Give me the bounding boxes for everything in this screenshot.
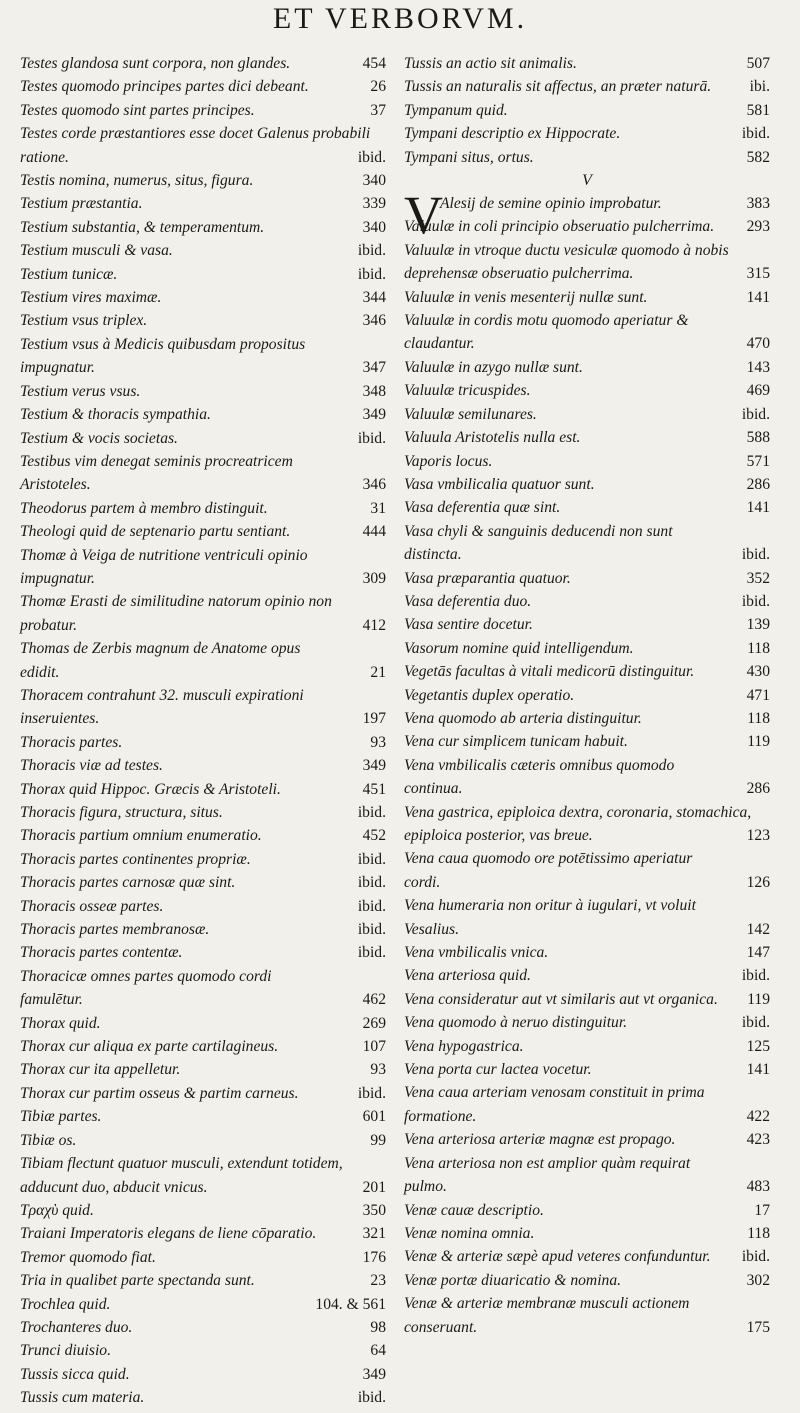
entry-text: Tremor quomodo fiat.: [20, 1248, 156, 1266]
drop-cap: V: [404, 185, 443, 246]
index-entry: [20, 1152, 386, 1199]
entry-page-ref: 346: [362, 312, 386, 330]
index-entry: [404, 286, 770, 309]
entry-text: Thoracis partium omnium enumeratio.: [20, 827, 262, 845]
entry-text: Valuula Aristotelis nulla est.: [404, 429, 581, 447]
index-entry: [20, 263, 386, 286]
entry-page-ref: 141: [746, 288, 770, 306]
entry-text: Theodorus partem à membro distinguit.: [20, 499, 268, 517]
entry-page-ref: 582: [746, 148, 770, 166]
entry-text: Thoracicæ omnes partes quomodo cordi famulētur.: [20, 967, 272, 1009]
entry-text: Tympani descriptio ex Hippocrate.: [404, 125, 621, 143]
entry-page-ref: 423: [746, 1131, 770, 1149]
entry-page-ref: 143: [746, 358, 770, 376]
entry-text: Venæ portæ diuaricatio & nomina.: [404, 1271, 622, 1289]
index-entry: [404, 1199, 770, 1222]
index-entry: [20, 1129, 386, 1152]
entry-text: Venæ nomina omnia.: [404, 1224, 535, 1242]
index-entry: [20, 1222, 386, 1245]
index-entry: [404, 75, 770, 98]
entry-text: Testis nomina, numerus, situs, figura.: [20, 172, 254, 190]
entry-page-ref: 123: [746, 827, 770, 844]
entry-text: Thoracis partes contentæ.: [20, 944, 183, 962]
index-entry: [404, 1081, 770, 1128]
entry-page-ref: 64: [370, 1342, 386, 1360]
index-entry: [20, 427, 386, 450]
entry-page-ref: 349: [362, 757, 386, 775]
entry-text: Vasa deferentia quæ sint.: [404, 499, 561, 517]
index-entry: [20, 286, 386, 309]
index-entry: [404, 520, 770, 567]
index-entry: [20, 52, 386, 75]
entry-page-ref: 422: [746, 1107, 770, 1125]
index-entry: [404, 450, 770, 473]
entry-text: Alesij de semine opinio improbatur.: [440, 195, 662, 213]
entry-page-ref: 119: [747, 733, 770, 751]
index-entry: [20, 544, 386, 591]
right-column: [404, 52, 770, 1339]
entry-page-ref: 346: [362, 476, 386, 494]
entry-page-ref: 340: [362, 218, 386, 236]
entry-text: Thomas de Zerbis magnum de Anatome opus edidit.: [20, 640, 301, 681]
index-entry: [404, 309, 770, 356]
index-entry: [20, 309, 386, 332]
index-entry: [20, 637, 386, 684]
index-entry: [404, 684, 770, 707]
entry-page-ref: 470: [746, 335, 770, 353]
index-entry: [404, 754, 770, 801]
entry-page-ref: 93: [370, 733, 386, 751]
entry-page-ref: 483: [746, 1178, 770, 1196]
entry-page-ref: 141: [746, 499, 770, 517]
index-entry: [20, 895, 386, 918]
index-entry: [404, 801, 770, 848]
left-column: [20, 52, 386, 1410]
entry-text: Trochanteres duo.: [20, 1318, 133, 1336]
entry-text: Tussis cum materia.: [20, 1389, 145, 1407]
entry-page-ref: 507: [746, 55, 770, 72]
entry-page-ref: 269: [362, 1014, 386, 1032]
index-entry: [20, 941, 386, 964]
entry-page-ref: 17: [754, 1201, 770, 1219]
entry-text: Thoracis osseæ partes.: [20, 897, 164, 915]
entry-text: Tussis sicca quid.: [20, 1365, 130, 1383]
entry-page-ref: 571: [746, 452, 770, 470]
entry-text: Testium musculi & vasa.: [20, 242, 173, 260]
index-entry: [20, 684, 386, 731]
index-entry: [404, 52, 770, 75]
entry-page-ref: 352: [746, 569, 770, 587]
entry-text: Vaporis locus.: [404, 452, 493, 470]
entry-text: Thorax cur partim osseus & partim carneus.: [20, 1084, 299, 1102]
index-entry: [404, 379, 770, 402]
entry-page-ref: 309: [362, 569, 386, 587]
index-entry: [20, 590, 386, 637]
index-entry: [20, 99, 386, 122]
index-entry: [404, 215, 770, 238]
index-entry: [404, 590, 770, 613]
index-entry: [404, 637, 770, 660]
entry-page-ref: ibid.: [357, 944, 386, 962]
entry-text: Τραχὺ quid.: [20, 1201, 94, 1219]
index-entry: [20, 1316, 386, 1339]
entry-page-ref: 454: [362, 55, 386, 72]
index-entry: [404, 1058, 770, 1081]
entry-text: Tibiæ partes.: [20, 1108, 102, 1126]
index-entry: [20, 216, 386, 239]
index-entry: [20, 403, 386, 426]
entry-page-ref: ibid.: [357, 804, 386, 821]
entry-text: Tympani situs, ortus.: [404, 148, 534, 166]
index-entry: [20, 1035, 386, 1058]
entry-page-ref: ibid.: [741, 1248, 770, 1266]
entry-text: Vena porta cur lactea vocetur.: [404, 1061, 592, 1079]
entry-text: Thoracis partes continentes propriæ.: [20, 850, 251, 868]
entry-page-ref: 321: [362, 1225, 386, 1243]
entry-text: Vena caua quomodo ore potētissimo aperiatur cordi.: [404, 850, 693, 891]
entry-page-ref: ibid.: [357, 1084, 386, 1102]
entry-page-ref: 451: [362, 780, 386, 798]
entry-text: Vena arteriosa non est amplior quàm requirat pulmo.: [404, 1154, 691, 1196]
index-entry: [20, 450, 386, 497]
entry-page-ref: 348: [362, 382, 386, 400]
entry-text: Trochlea quid.: [20, 1295, 111, 1313]
index-entry: [20, 497, 386, 520]
entry-page-ref: 293: [746, 218, 770, 236]
entry-page-ref: 601: [362, 1108, 386, 1126]
index-entry: [404, 403, 770, 426]
entry-text: Vena caua arteriam venosam constituit in prima formatione.: [404, 1084, 705, 1125]
index-entry: [20, 1105, 386, 1128]
entry-text: Thorax quid.: [20, 1014, 101, 1032]
entry-page-ref: ibid.: [741, 125, 770, 143]
entry-page-ref: 126: [746, 873, 770, 891]
index-entry: [404, 239, 770, 286]
entry-text: Thoracis partes membranosæ.: [20, 921, 210, 939]
entry-text: Valuulæ in vtroque ductu vesiculæ quomodo à nobis deprehensæ obseruatio pulcherrima.: [404, 241, 729, 283]
entry-text: Valuulæ in azygo nullæ sunt.: [404, 358, 583, 376]
entry-page-ref: ibid.: [357, 921, 386, 939]
index-entry: [20, 918, 386, 941]
entry-text: Thorax quid Hippoc. Græcis & Aristoteli.: [20, 780, 281, 798]
index-entry: [20, 169, 386, 192]
index-entry: [20, 239, 386, 262]
entry-page-ref: ibid.: [357, 429, 386, 447]
entry-text: Testes quomodo principes partes dici debeant.: [20, 78, 309, 96]
index-entry: [20, 1269, 386, 1292]
index-entry: [404, 567, 770, 590]
index-entry: [20, 333, 386, 380]
index-entry: [20, 965, 386, 1012]
index-entry: [20, 1012, 386, 1035]
entry-text: Vena cur simplicem tunicam habuit.: [404, 733, 628, 751]
entry-text: Valuulæ tricuspides.: [404, 382, 531, 400]
entry-text: Testium vires maximæ.: [20, 289, 162, 307]
entry-page-ref: 430: [746, 663, 770, 681]
entry-page-ref: 139: [746, 616, 770, 634]
entry-page-ref: 588: [746, 429, 770, 447]
index-entry: [20, 871, 386, 894]
entry-page-ref: 462: [362, 991, 386, 1009]
entry-text: Thoracem contrahunt 32. musculi expirationi inseruientes.: [20, 686, 304, 728]
entry-text: Testes corde præstantiores esse docet Galenus probabili ratione.: [20, 125, 371, 166]
entry-text: Vena hypogastrica.: [404, 1037, 524, 1055]
index-entry: [20, 1386, 386, 1409]
index-entry: [20, 1339, 386, 1362]
entry-text: Vasa sentire docetur.: [404, 616, 533, 634]
entry-page-ref: 119: [747, 990, 770, 1008]
entry-page-ref: 104. & 561: [315, 1295, 386, 1313]
entry-text: Vasorum nomine quid intelligendum.: [404, 639, 634, 657]
entry-text: Venæ cauæ descriptio.: [404, 1201, 544, 1219]
index-entry: [20, 1363, 386, 1386]
entry-text: Tussis an naturalis sit affectus, an præter naturā.: [404, 78, 712, 96]
index-entry: [20, 731, 386, 754]
entry-page-ref: ibid.: [741, 405, 770, 423]
index-entry: [20, 75, 386, 98]
entry-text: Vegetās facultas à vitali medicorū distinguitur.: [404, 663, 695, 681]
entry-page-ref: 286: [746, 475, 770, 493]
index-entry: [20, 122, 386, 169]
entry-page-ref: 93: [370, 1061, 386, 1079]
index-entry: [404, 1128, 770, 1151]
entry-text: Testium substantia, & temperamentum.: [20, 218, 265, 236]
entry-page-ref: 23: [370, 1272, 386, 1290]
entry-text: Tibiam flectunt quatuor musculi, extendunt totidem, adducunt duo, abducit vnicus.: [20, 1155, 343, 1196]
entry-page-ref: 344: [362, 289, 386, 307]
entry-page-ref: ibid.: [357, 265, 386, 283]
entry-text: Valuulæ in coli principio obseruatio pulcherrima.: [404, 218, 715, 236]
index-entry: [404, 496, 770, 519]
index-entry: [20, 520, 386, 543]
entry-page-ref: 26: [370, 78, 386, 96]
entry-page-ref: 302: [746, 1271, 770, 1289]
entry-text: Testium & thoracis sympathia.: [20, 406, 211, 424]
entry-page-ref: 176: [362, 1248, 386, 1266]
entry-text: Vegetantis duplex operatio.: [404, 686, 575, 704]
entry-text: Vena quomodo ab arteria distinguitur.: [404, 709, 642, 727]
section-heading-v: V: [582, 172, 592, 190]
entry-text: Vena quomodo à neruo distinguitur.: [404, 1014, 628, 1032]
index-entry: [404, 1245, 770, 1268]
entry-page-ref: ibid.: [357, 874, 386, 892]
entry-page-ref: 347: [362, 359, 386, 377]
entry-page-ref: 125: [746, 1037, 770, 1055]
entry-page-ref: 412: [362, 616, 386, 634]
index-entry: [404, 1222, 770, 1245]
index-entry: [404, 122, 770, 145]
index-entry: [404, 707, 770, 730]
entry-page-ref: 142: [746, 920, 770, 938]
entry-page-ref: 21: [370, 663, 386, 681]
entry-text: Venæ & arteriæ sæpè apud veteres confunduntur.: [404, 1248, 711, 1266]
entry-text: Trunci diuisio.: [20, 1342, 111, 1360]
entry-page-ref: 141: [746, 1061, 770, 1079]
index-entry: [404, 847, 770, 894]
index-entry: [404, 99, 770, 122]
index-entry: [20, 1293, 386, 1316]
index-entry: [404, 964, 770, 987]
index-entry: [404, 1292, 770, 1339]
entry-page-ref: 118: [747, 1224, 770, 1242]
entry-text: Vasa vmbilicalia quatuor sunt.: [404, 475, 595, 493]
entry-page-ref: ibid.: [357, 850, 386, 868]
entry-text: Traiani Imperatoris elegans de liene cōparatio.: [20, 1225, 317, 1243]
entry-text: Valuulæ in cordis motu quomodo aperiatur & claudantur.: [404, 312, 689, 353]
entry-text: Thomæ à Veiga de nutritione ventriculi opinio impugnatur.: [20, 546, 308, 587]
index-entry: [404, 730, 770, 753]
index-entry: [404, 1035, 770, 1058]
index-entry: [404, 1152, 770, 1199]
entry-page-ref: 118: [747, 709, 770, 727]
entry-page-ref: 197: [362, 710, 386, 728]
entry-page-ref: 471: [746, 686, 770, 704]
entry-page-ref: 350: [362, 1201, 386, 1219]
entry-page-ref: ibid.: [741, 592, 770, 610]
entry-text: Testes glandosa sunt corpora, non glandes.: [20, 55, 291, 72]
entry-text: Thoracis figura, structura, situs.: [20, 804, 223, 821]
entry-text: Vasa chyli & sanguinis deducendi non sunt distincta.: [404, 522, 673, 564]
index-entry: [404, 660, 770, 683]
index-entry: [404, 146, 770, 169]
entry-text: Testium verus vsus.: [20, 382, 141, 400]
entry-text: Thomæ Erasti de similitudine natorum opinio non probatur.: [20, 593, 332, 634]
entry-text: Testium tunicæ.: [20, 265, 118, 283]
index-entry: [20, 1246, 386, 1269]
index-entry: [20, 848, 386, 871]
entry-text: Testium præstantia.: [20, 195, 143, 213]
entry-text: Testium & vocis societas.: [20, 429, 178, 447]
entry-page-ref: ibid.: [357, 897, 386, 915]
index-entry: [20, 824, 386, 847]
index-entry: [20, 1082, 386, 1105]
entry-text: Vena vmbilicalis cæteris omnibus quomodo continua.: [404, 756, 675, 798]
entry-text: Thoracis partes carnosæ quæ sint.: [20, 874, 236, 892]
entry-text: Testes quomodo sint partes principes.: [20, 101, 255, 119]
entry-text: Valuulæ in venis mesenterij nullæ sunt.: [404, 288, 648, 306]
index-entry: [404, 356, 770, 379]
index-entry: [20, 1058, 386, 1081]
entry-page-ref: ibid.: [357, 1389, 386, 1407]
entry-text: Thorax cur aliqua ex parte cartilagineus.: [20, 1038, 279, 1056]
entry-page-ref: 201: [362, 1178, 386, 1196]
index-entry: [404, 894, 770, 941]
entry-page-ref: 107: [362, 1038, 386, 1056]
index-entry: [404, 988, 770, 1011]
entry-page-ref: ibid.: [357, 148, 386, 166]
entry-page-ref: 99: [370, 1131, 386, 1149]
running-head: ET VERBORVM.: [272, 2, 528, 35]
entry-text: Vena gastrica, epiploica dextra, coronaria, stomachica, epiploica posterior, vas breue.: [404, 803, 752, 844]
entry-text: Vena humeraria non oritur à iugulari, vt voluit Vesalius.: [404, 897, 696, 938]
entry-text: Tussis an actio sit animalis.: [404, 55, 577, 72]
entry-text: Tria in qualibet parte spectanda sunt.: [20, 1272, 255, 1290]
index-entry: [404, 426, 770, 449]
index-entry: [20, 778, 386, 801]
entry-text: Testium vsus triplex.: [20, 312, 148, 330]
entry-page-ref: 147: [746, 944, 770, 962]
entry-page-ref: 444: [362, 523, 386, 541]
entry-text: Testium vsus à Medicis quibusdam propositus impugnatur.: [20, 335, 306, 377]
index-entry: [20, 1199, 386, 1222]
entry-text: Vasa deferentia duo.: [404, 592, 532, 610]
entry-text: Thoracis viæ ad testes.: [20, 757, 163, 775]
entry-page-ref: 340: [362, 172, 386, 190]
entry-text: Vena arteriosa quid.: [404, 967, 531, 985]
entry-page-ref: ibid.: [357, 242, 386, 260]
entry-text: Vasa præparantia quatuor.: [404, 569, 571, 587]
entry-page-ref: ibi.: [749, 78, 770, 96]
entry-page-ref: 452: [362, 827, 386, 845]
entry-page-ref: 118: [747, 639, 770, 657]
entry-page-ref: 286: [746, 780, 770, 798]
entry-text: Thoracis partes.: [20, 733, 123, 751]
entry-page-ref: 349: [362, 1365, 386, 1383]
entry-text: Thorax cur ita appelletur.: [20, 1061, 181, 1079]
index-entry: [404, 613, 770, 636]
index-entry: [20, 754, 386, 777]
entry-page-ref: 175: [746, 1318, 770, 1336]
entry-page-ref: ibid.: [741, 1014, 770, 1032]
entry-text: Testibus vim denegat seminis procreatricem Aristoteles.: [20, 452, 293, 494]
entry-page-ref: ibid.: [741, 967, 770, 985]
entry-page-ref: 349: [362, 406, 386, 424]
entry-page-ref: 469: [746, 382, 770, 400]
index-entry: [404, 1011, 770, 1034]
entry-page-ref: 383: [746, 195, 770, 213]
entry-text: Tibiæ os.: [20, 1131, 77, 1149]
entry-page-ref: 339: [362, 195, 386, 213]
entry-page-ref: ibid.: [741, 546, 770, 564]
index-entry: [20, 801, 386, 824]
entry-text: Valuulæ semilunares.: [404, 405, 537, 423]
entry-page-ref: 581: [746, 101, 770, 119]
index-entry: [20, 380, 386, 403]
entry-page-ref: 31: [370, 499, 386, 517]
entry-page-ref: 37: [370, 101, 386, 119]
index-entry: [404, 941, 770, 964]
entry-text: Theologi quid de septenario partu sentiant.: [20, 523, 291, 541]
entry-text: Tympanum quid.: [404, 101, 508, 119]
entry-page-ref: 98: [370, 1318, 386, 1336]
entry-text: Vena vmbilicalis vnica.: [404, 944, 549, 962]
index-entry: [404, 1269, 770, 1292]
entry-text: Vena arteriosa arteriæ magnæ est propago.: [404, 1131, 676, 1149]
entry-page-ref: 315: [746, 265, 770, 283]
entry-text: Venæ & arteriæ membranæ musculi actionem conseruant.: [404, 1295, 690, 1336]
index-entry: [404, 473, 770, 496]
index-entry: [20, 192, 386, 215]
entry-text: Vena consideratur aut vt similaris aut vt organica.: [404, 990, 718, 1008]
